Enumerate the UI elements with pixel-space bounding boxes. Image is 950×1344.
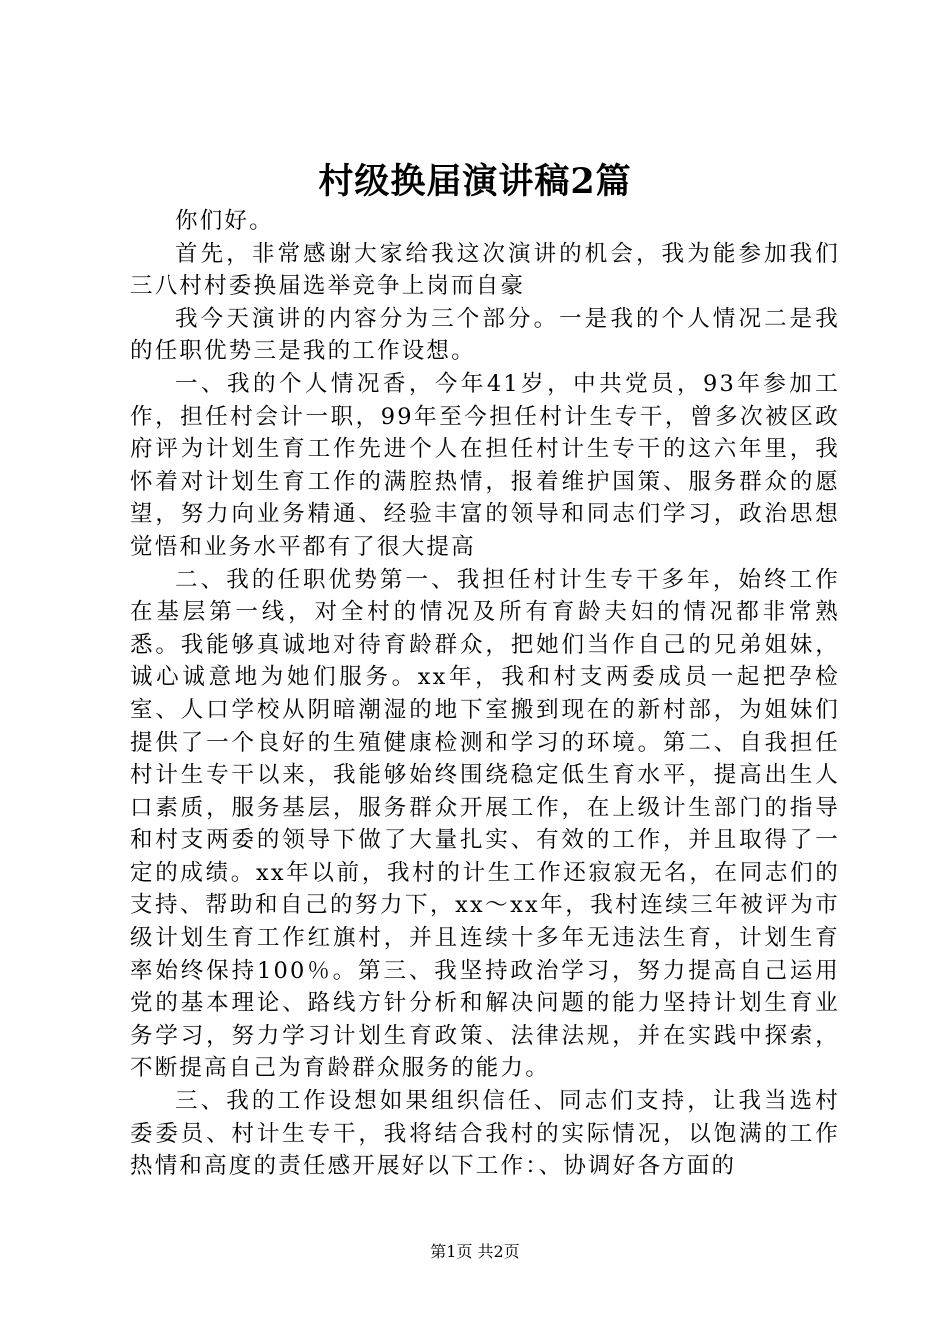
page-number-footer: 第1页 共2页 [430,1242,520,1261]
paragraph-work-plan: 三、我的工作设想如果组织信任、同志们支持，让我当选村委委员、村计生专干，我将结合我村的实际情况，以饱满的工作热情和高度的责任感开展好以下工作：、协调好各方面的 [130,1088,840,1180]
paragraph-personal-situation: 一、我的个人情况香，今年41岁，中共党员，93年参加工作，担任村会计一职，99年至今担任村计生专干，曾多次被区政府评为计划生育工作先进个人在担任村计生专干的这六年里，我怀着对计划生育工作的满腔热情，报着维护国策、服务群众的愿望，努力向业务精通、经验丰富的领导和同志们学习，政治思想觉悟和业务水平都有了很大提高 [130,370,840,560]
paragraph-outline: 我今天演讲的内容分为三个部分。一是我的个人情况二是我的任职优势三是我的工作设想。 [130,305,840,365]
paragraph-opening: 首先，非常感谢大家给我这次演讲的机会，我为能参加我们三八村村委换届选举竞争上岗而自豪 [130,240,840,300]
document-body [130,205,840,1183]
paragraph-advantages: 二、我的任职优势第一、我担任村计生专干多年，始终工作在基层第一线，对全村的情况及所有育龄夫妇的情况都非常熟悉。我能够真诚地对待育龄群众，把她们当作自己的兄弟姐妹，诚心诚意地为她们服务。xx年，我和村支两委成员一起把孕检室、人口学校从阴暗潮湿的地下室搬到现在的新村部，为姐妹们提供了一个良好的生殖健康检测和学习的环境。第二、自我担任村计生专干以来，我能够始终围绕稳定低生育水平，提高出生人口素质，服务基层，服务群众开展工作，在上级计生部门的指导和村支两委的领导下做了大量扎实、有效的工作，并且取得了一定的成绩。xx年以前，我村的计生工作还寂寂无名，在同志们的支持、帮助和自己的努力下，xx～xx年，我村连续三年被评为市级计划生育工作红旗村，并且连续十多年无违法生育，计划生育率始终保持100％。第三、我坚持政治学习，努力提高自己运用党的基本理论、路线方针分析和解决问题的能力坚持计划生育业务学习，努力学习计划生育政策、法律法规，并在实践中探索，不断提高自己为育龄群众服务的能力。 [130,566,840,1082]
paragraph-greeting: 你们好。 [175,208,274,234]
document-title: 村级换届演讲稿2篇 [318,161,632,202]
